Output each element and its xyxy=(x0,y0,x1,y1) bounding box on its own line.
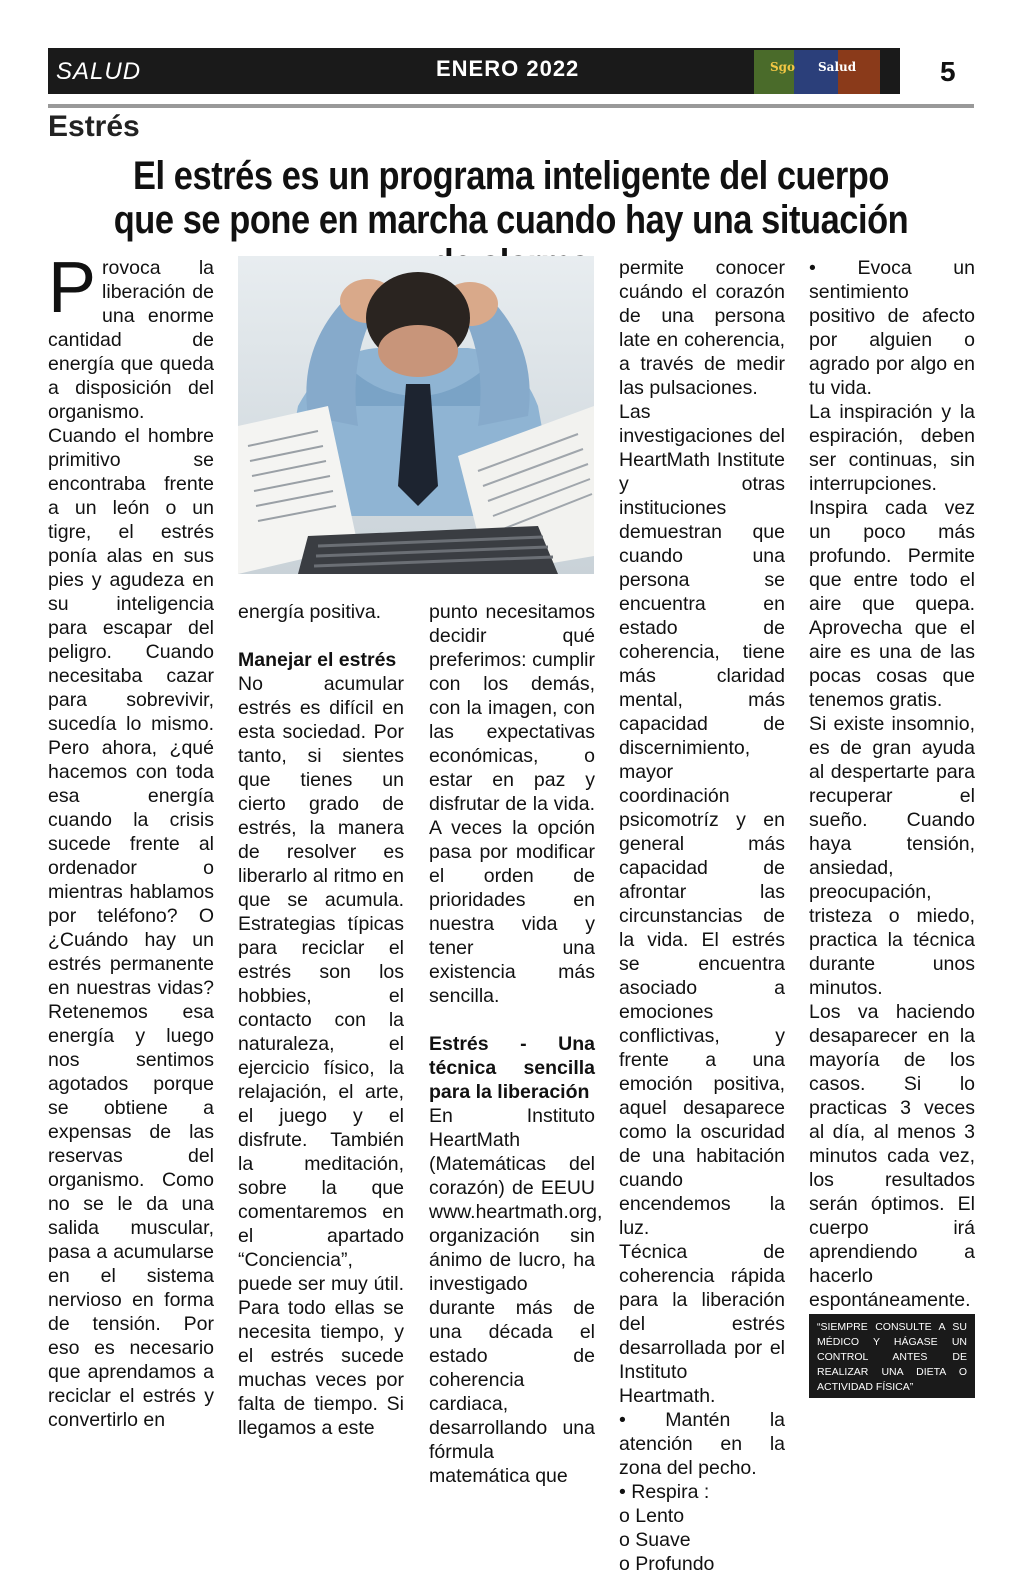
list-item: o Lento xyxy=(619,1505,685,1527)
paragraph: Técnica de coherencia rápida para la liberación del estrés desarrollada por el Instituto Heartmath. xyxy=(619,1241,785,1407)
list-item: • Respira : xyxy=(619,1481,710,1503)
subheading-manage-stress: Manejar el estrés xyxy=(238,649,397,671)
paragraph: energía positiva. xyxy=(238,601,382,623)
paragraph: Si existe insomnio, es de gran ayuda al despertarte para recuperar el sueño. Cuando haya tensión, ansiedad, preocupación, tristeza o miedo, practica la técnica durante unos minutos. xyxy=(809,713,975,999)
paragraph: No acumular estrés es difícil en esta sociedad. Por tanto, si sientes que tienes un cierto grado de estrés, la manera de resolver es liberarlo al ritmo en que se acumula. Estrategias típicas para reciclar el estrés son los hobbies, el contacto con la naturaleza, el ejercicio físico, la relajación, el arte, el juego y el disfrute. También la meditación, sobre la que comentaremos en el apartado “Conciencia”, puede ser muy útil. Para todo ellas se necesita tiempo, y el estrés sucede muchas veces por falta de tiempo. Si llegamos a este xyxy=(238,673,404,1439)
paragraph: punto necesitamos decidir qué preferimos: cumplir con los demás, con la imagen, con las expectativas económicas, o estar en paz y disfrutar de la vida. A veces la opción pasa por modificar el orden de prioridades en nuestra vida y tener una existencia más sencilla. xyxy=(429,601,595,1007)
list-item: • Mantén la atención en la zona del pecho. xyxy=(619,1409,785,1479)
column-4 xyxy=(619,256,785,1576)
paragraph: Las investigaciones del HeartMath Institute y otras instituciones demuestran que cuando una persona se encuentra en estado de coherencia, tiene más claridad mental, más capacidad de discernimiento, mayor coordinación psicomotríz y en general más capacidad de afrontar las circunstancias de la vida. El estrés se encuentra asociado a emociones conflictivas, y frente a una emoción positiva, aquel desaparece como la oscuridad de una habitación cuando encendemos la luz. xyxy=(619,401,785,1239)
paragraph: La inspiración y la espiración, deben ser continuas, sin interrupciones. Inspira cada vez un poco más profundo. Permite que entre todo el aire que quepa. Aprovecha que el aire es una de las pocas cosas que tenemos gratis. xyxy=(809,401,975,711)
stressed-man-photo xyxy=(238,256,594,574)
logo-text-right: Salud xyxy=(818,60,857,74)
page-number-box xyxy=(900,48,974,94)
category-title: Estrés xyxy=(48,110,140,143)
headline: El estrés es un programa inteligente del cuerpo que se pone en marcha cuando hay una situación xyxy=(113,154,909,242)
header-rule xyxy=(48,104,974,108)
subheading-technique: Estrés - Una técnica sencilla para la liberación xyxy=(429,1033,595,1103)
column-2 xyxy=(238,600,404,1440)
list-item: • Evoca un sentimiento positivo de afecto por alguien o agrado por algo en tu vida. xyxy=(809,257,975,399)
photo-illustration xyxy=(238,256,594,574)
paragraph: En Instituto HeartMath (Matemáticas del corazón) de EEUU www.heartmath.org, organización sin ánimo de lucro, ha investigado durante más de una década el estado de coherencia cardiaca, desarrollando una fórmula matemática que xyxy=(429,1105,603,1487)
page-number: 5 xyxy=(940,56,956,87)
column-3 xyxy=(429,600,603,1488)
magazine-logo xyxy=(754,50,880,94)
section-label: SALUD xyxy=(56,58,142,85)
list-item: o Profundo xyxy=(619,1553,715,1575)
issue-date: ENERO 2022 xyxy=(436,56,580,81)
column-1 xyxy=(48,248,214,1432)
paragraph: permite conocer cuándo el corazón de una persona late en coherencia, a través de medir las pulsaciones. xyxy=(619,257,785,399)
medical-disclaimer: “SIEMPRE CONSULTE A SU MÉDICO Y HÁGASE UN CONTROL ANTES DE REALIZAR UNA DIETA O ACTIVIDAD FÍSICA” xyxy=(809,1314,975,1398)
list-item: o Suave xyxy=(619,1529,691,1551)
paragraph: Los va haciendo desaparecer en la mayoría de los casos. Si lo practicas 3 veces al día, al menos 3 minutos cada vez, los resultados serán óptimos. El cuerpo irá aprendiendo a hacerlo espontáneamente. xyxy=(809,1001,975,1311)
drop-cap: P xyxy=(48,248,97,328)
logo-text-left: Sgo xyxy=(770,60,796,74)
column-5 xyxy=(809,256,975,1312)
paragraph: rovoca la liberación de una enorme cantidad de energía que queda a disposición del organismo. xyxy=(48,257,214,423)
paragraph: Cuando el hombre primitivo se encontraba frente a un león o un tigre, el estrés ponía alas en sus pies y agudeza en su inteligencia para escapar del peligro. Cuando necesitaba cazar para sobrevivir, sucedía lo mismo. Pero ahora, ¿qué hacemos con toda esa energía cuando la crisis sucede frente al ordenador o mientras hablamos por teléfono? O ¿Cuándo hay un estrés permanente en nuestras vidas? Retenemos esa energía y luego nos sentimos agotados porque se obtiene a expensas de las reservas del organismo. Como no se le da una salida muscular, pasa a acumularse en el sistema nervioso en forma de tensión. Por eso es necesario que aprendamos a reciclar el estrés y convertirlo en xyxy=(48,425,214,1431)
